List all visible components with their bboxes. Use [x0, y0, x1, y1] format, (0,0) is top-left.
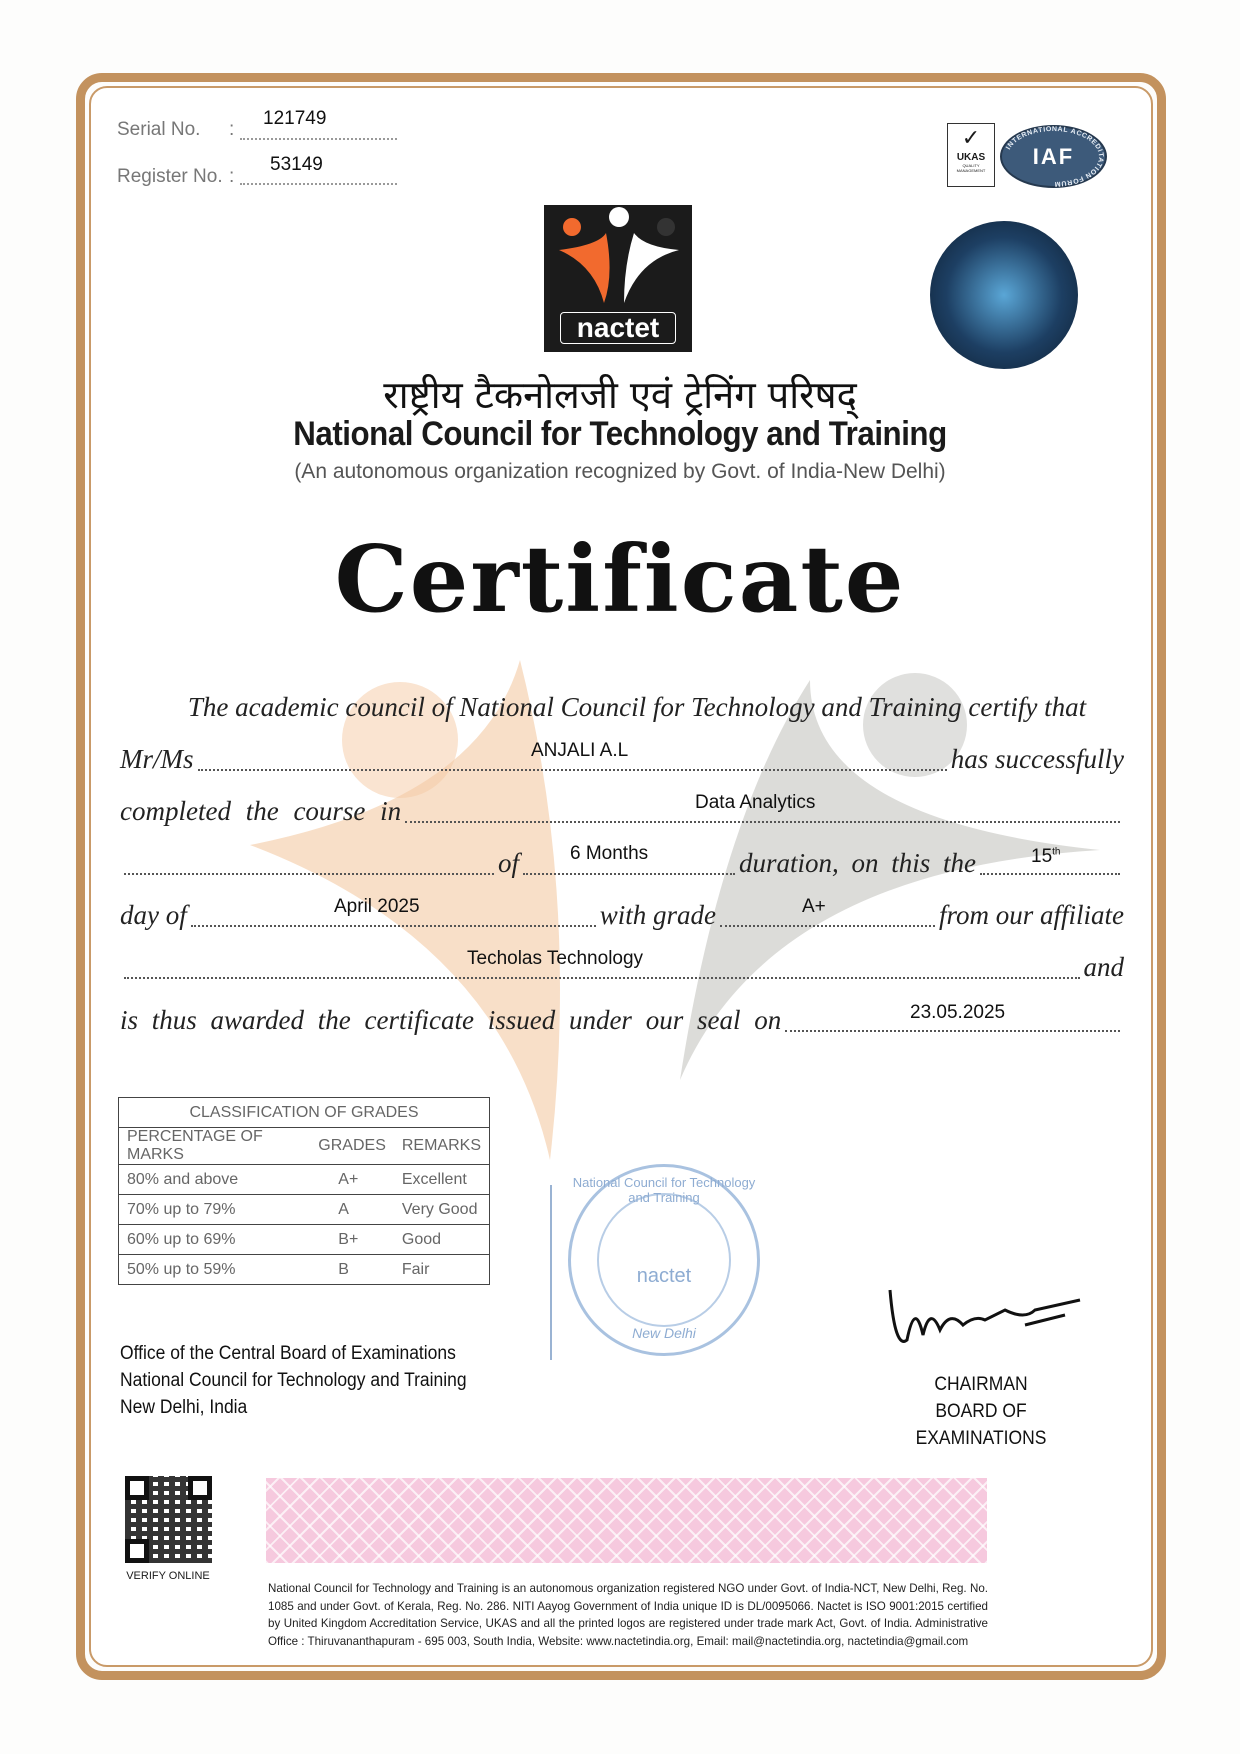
official-seal: [568, 1164, 760, 1356]
duration-text: duration, on this the: [738, 848, 976, 878]
day-of-text: day of: [120, 900, 187, 930]
office-line: National Council for Technology and Training: [120, 1370, 467, 1391]
signatory-title: [870, 1371, 1093, 1452]
nactet-logo: [544, 205, 692, 352]
serial-dots: [240, 138, 397, 140]
seal-center-text: nactet: [636, 1265, 692, 1287]
and-text: and: [1083, 952, 1124, 982]
row-grade: B: [310, 1255, 394, 1285]
security-pattern-band: [266, 1478, 987, 1563]
seal-ring-text: National Council for Technology and Training: [572, 1175, 756, 1205]
register-label: Register No.: [117, 166, 223, 187]
qr-finder: [125, 1539, 149, 1563]
table-row: [119, 1165, 490, 1195]
of-text: of: [498, 848, 520, 878]
serial-colon: :: [229, 119, 235, 140]
header-percentage: PERCENTAGE OF MARKS: [119, 1128, 311, 1165]
footer-legal-text: National Council for Technology and Training is an autonomous organization registered NGO under Govt. of India-NCT, New Delhi, Reg. No. 1085 and under Govt. of Kerala, Reg. No. 286. NITI Aayog Government of India unique ID is DL/0095066. Nactet is ISO 9001:2015 certified by United Kingdom Accreditation Service, UKAS and all the printed logos are registered under trade mark Act, Govt. of India. Administrative Office : Thiruvananthapuram - 695 003, South India, Website: www.nactetindia.org, Email: mail@nactetindia.org, nactetindia@gmail.com: [268, 1582, 988, 1648]
certificate-heading: Certificate: [334, 525, 906, 633]
register-dots: [240, 183, 397, 185]
organization-title: National Council for Technology and Training: [293, 415, 947, 453]
ukas-subtext: QUALITY MANAGEMENT: [956, 163, 986, 173]
hindi-title: राष्ट्रीय टैकनोलजी एवं ट्रेनिंग परिषद्: [383, 373, 857, 417]
register-number: 53149: [270, 154, 323, 175]
table-row: [119, 1195, 490, 1225]
seal-stamp-line: [550, 1185, 552, 1360]
qr-finder: [188, 1476, 212, 1500]
grades-table: [118, 1097, 490, 1285]
affiliate-name: Techolas Technology: [467, 948, 644, 969]
office-address: [120, 1340, 467, 1421]
row-percentage: 50% up to 59%: [119, 1255, 311, 1285]
day-value: [1031, 846, 1060, 868]
awarded-text: is thus awarded the certificate issued under our seal on: [120, 1005, 782, 1035]
qr-finder: [125, 1476, 149, 1500]
body-line-1: [120, 692, 1124, 726]
crown-check-icon: ✓: [961, 125, 981, 150]
day-suffix: th: [1052, 846, 1061, 858]
iaf-ring-text: INTERNATIONAL ACCREDITATION FORUM: [1005, 125, 1105, 188]
intro-text: The academic council of National Council for Technology and Training certify that: [187, 692, 1087, 722]
body-line-5: [120, 900, 1124, 934]
row-remark: Excellent: [394, 1165, 490, 1195]
with-grade-text: with grade: [599, 900, 716, 930]
course-duration: 6 Months: [570, 843, 649, 864]
header-remarks: REMARKS: [394, 1128, 490, 1165]
table-header: [119, 1128, 490, 1165]
grade-value: A+: [802, 896, 826, 917]
register-colon: :: [229, 166, 235, 187]
figures-icon: [544, 205, 692, 315]
row-percentage: 80% and above: [119, 1165, 311, 1195]
mr-ms-label: Mr/Ms: [120, 744, 194, 774]
table-row: [119, 1225, 490, 1255]
issue-date: 23.05.2025: [910, 1002, 1006, 1023]
serial-number: 121749: [263, 108, 327, 129]
completed-course-text: completed the course in: [120, 796, 402, 826]
table-row: [119, 1255, 490, 1285]
row-grade: B+: [310, 1225, 394, 1255]
office-line: New Delhi, India: [120, 1397, 248, 1418]
from-affiliate-text: from our affiliate: [938, 900, 1124, 930]
logo-text: nactet: [560, 312, 676, 344]
table-title: CLASSIFICATION OF GRADES: [119, 1098, 490, 1128]
signatory-line: BOARD OF EXAMINATIONS: [915, 1401, 1047, 1449]
row-remark: Very Good: [394, 1195, 490, 1225]
has-successfully-text: has successfully: [950, 744, 1124, 774]
hologram-seal: [930, 221, 1078, 369]
ukas-logo: [947, 123, 995, 187]
month-year: April 2025: [334, 896, 420, 917]
row-grade: A+: [310, 1165, 394, 1195]
row-grade: A: [310, 1195, 394, 1225]
row-percentage: 70% up to 79%: [119, 1195, 311, 1225]
course-name: Data Analytics: [695, 792, 816, 813]
body-line-3: [120, 796, 1124, 830]
day-number: 15: [1031, 846, 1053, 867]
header-grades: GRADES: [310, 1128, 394, 1165]
verify-online-label: VERIFY ONLINE: [126, 1570, 210, 1582]
row-percentage: 60% up to 69%: [119, 1225, 311, 1255]
iaf-logo: [1000, 125, 1107, 188]
student-name: ANJALI A.L: [531, 740, 629, 761]
serial-label: Serial No.: [117, 119, 201, 140]
row-remark: Good: [394, 1225, 490, 1255]
ukas-text: UKAS: [956, 152, 986, 163]
iaf-text: IAF: [1032, 144, 1075, 169]
organization-subtitle: (An autonomous organization recognized by Govt. of India-New Delhi): [294, 460, 946, 483]
signatory-line: CHAIRMAN: [934, 1374, 1028, 1395]
seal-bottom-text: New Delhi: [632, 1325, 696, 1341]
chairman-signature: [885, 1280, 1085, 1360]
office-line: Office of the Central Board of Examinations: [120, 1343, 456, 1364]
row-remark: Fair: [394, 1255, 490, 1285]
